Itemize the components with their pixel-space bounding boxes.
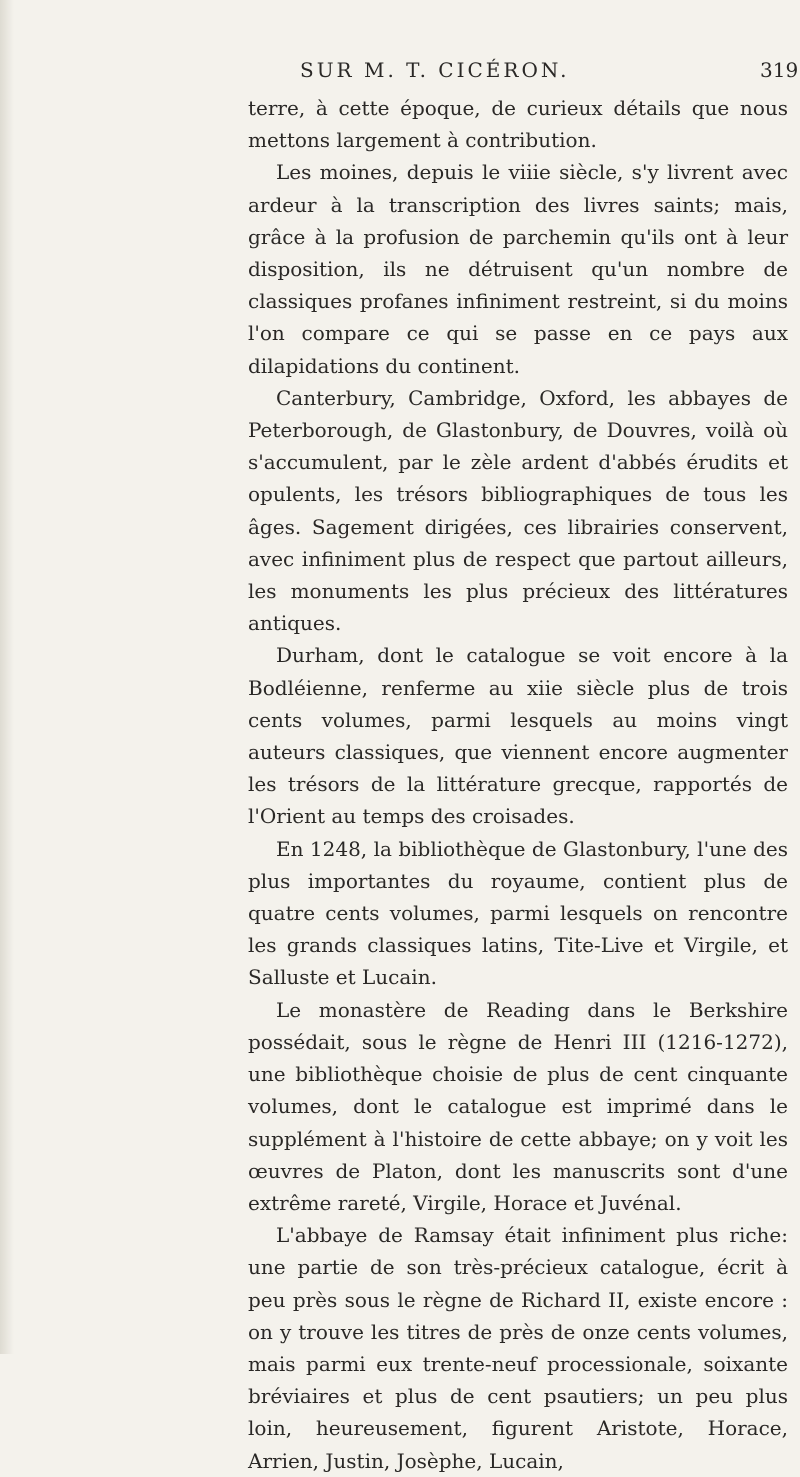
- paragraph-4: Durham, dont le catalogue se voit encore à la Bodléienne, renferme au xiie siècle plus de trois cents volumes, parmi lesquels au moins vingt auteurs classiques, que viennent encore augmenter les trésors de la littérature grecque, rapportés de l'Orient au temps des croisades.: [248, 643, 788, 829]
- paragraph-6: Le monastère de Reading dans le Berkshire possédait, sous le règne de Henri III (1216-1272), une bibliothèque choisie de plus de cent cinquante volumes, dont le catalogue est imprimé dans le supplément à l'histoire de cette abbaye; on y voit les œuvres de Platon, dont les manuscrits sont d'une extrême rareté, Virgile, Horace et Juvénal.: [248, 997, 788, 1215]
- paragraph-7: L'abbaye de Ramsay était infiniment plus riche: une partie de son très-précieux catalogue, écrit à peu près sous le règne de Richard II, existe encore : on y trouve les titres de près de onze cents volumes, mais parmi eux trente-neuf processionale, soixante bréviaires et plus de cent psautiers; un peu plus loin, heureusement, figurent Aristote, Horace, Arrien, Justin, Josèphe, Lucain,: [248, 1223, 788, 1473]
- page-number: 319: [760, 58, 799, 82]
- page-edge: [0, 0, 14, 1354]
- paragraph-5: En 1248, la bibliothèque de Glastonbury, l'une des plus importantes du royaume, contient plus de quatre cents volumes, parmi lesquels on rencontre les grands classiques latins, Tite-Live et Virgile, et Salluste et Lucain.: [248, 836, 788, 990]
- paragraph-2: Les moines, depuis le viiie siècle, s'y livrent avec ardeur à la transcription des livres saints; mais, grâce à la profusion de parchemin qu'ils ont à leur disposition, ils ne détruisent qu'un nombre de classiques profanes infiniment restreint, si du moins l'on compare ce qui se passe en ce pays aux dilapidations du continent.: [248, 160, 788, 378]
- running-head: [0, 55, 800, 85]
- running-title: SUR M. T. CICÉRON.: [300, 58, 570, 82]
- text-body: [248, 92, 788, 1477]
- paragraph-3: Canterbury, Cambridge, Oxford, les abbayes de Peterborough, de Glastonbury, de Douvres, voilà où s'accumulent, par le zèle ardent d'abbés érudits et opulents, les trésors bibliographiques de tous les âges. Sagement dirigées, ces librairies conservent, avec infiniment plus de respect que partout ailleurs, les monuments les plus précieux des littératures antiques.: [248, 385, 788, 636]
- paragraph-1: terre, à cette époque, de curieux détails que nous mettons largement à contribution.: [248, 96, 788, 153]
